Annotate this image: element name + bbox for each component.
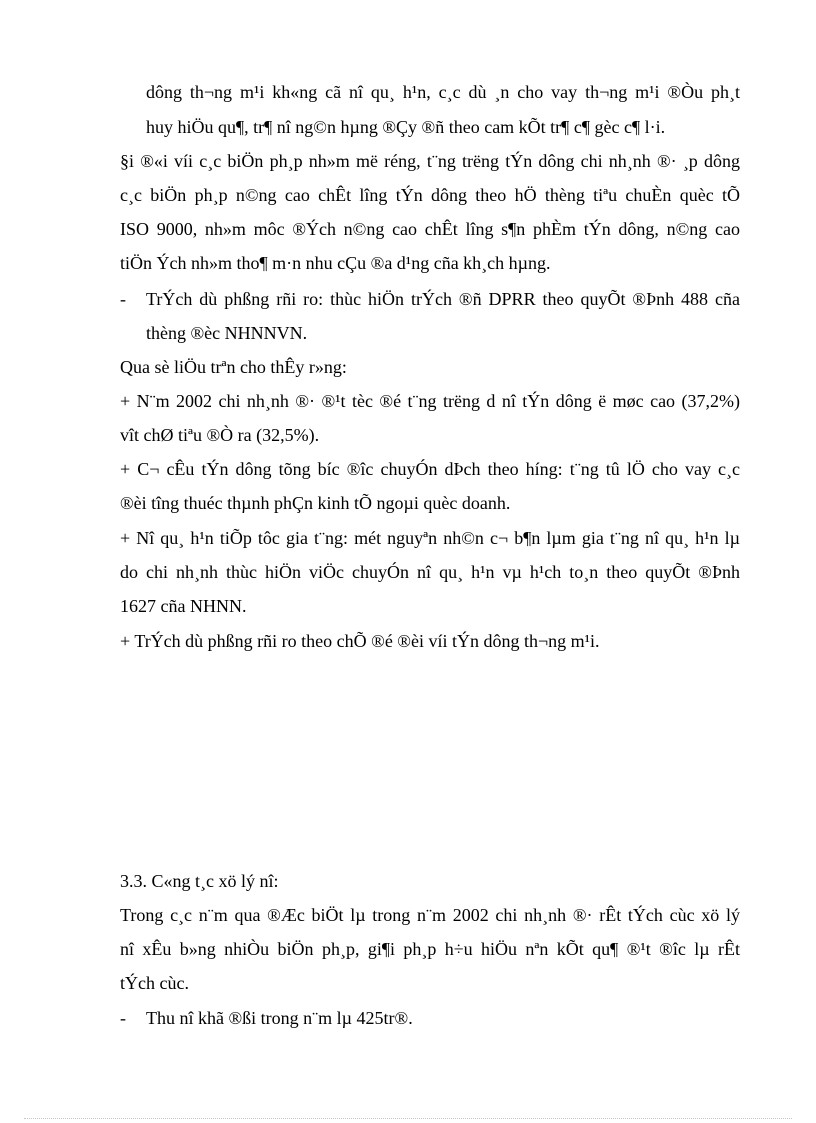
paragraph-line: c¸c biÖn ph¸p n©ng cao chÊt lîng tÝn dông theo hÖ thèng tiªu chuÈn quèc tÕ	[120, 185, 740, 205]
paragraph-line: Trong c¸c n¨m qua ®Æc biÖt lµ trong n¨m 2002 chi nh¸nh ®· rÊt tÝch cùc xö lý	[120, 905, 740, 925]
paragraph-line: tÝch cùc.	[120, 973, 189, 993]
paragraph-line: + TrÝch dù phßng rñi ro theo chÕ ®é ®èi víi tÝn dông th¬ng m¹i.	[120, 631, 600, 651]
paragraph-line: + C¬ cÊu tÝn dông tõng bíc ®îc chuyÓn dÞch theo híng: t¨ng tû lÖ cho vay c¸c	[120, 459, 740, 479]
paragraph-line: + Nî qu¸ h¹n tiÕp tôc gia t¨ng: mét nguyªn nh©n c¬ b¶n lµm gia t¨ng nî qu¸ h¹n lµ	[120, 528, 740, 548]
paragraph-line: §i ®«i víi c¸c biÖn ph¸p nh»m më réng, t¨ng trëng tÝn dông chi nh¸nh ®· ¸p dông	[120, 151, 740, 171]
page-bottom-border	[24, 1118, 792, 1119]
paragraph-line: dông th¬ng m¹i kh«ng cã nî qu¸ h¹n, c¸c dù ¸n cho vay th¬ng m¹i ®Òu ph¸t	[146, 82, 740, 102]
paragraph-line: 1627 cña NHNN.	[120, 596, 247, 616]
section-heading: 3.3. C«ng t¸c xö lý nî:	[120, 871, 279, 891]
paragraph-line: ISO 9000, nh»m môc ®Ých n©ng cao chÊt lîng s¶n phÈm tÝn dông, n©ng cao	[120, 219, 740, 239]
paragraph-line: tiÖn Ých nh»m tho¶ m·n nhu cÇu ®a d¹ng cña kh¸ch hµng.	[120, 253, 551, 273]
paragraph-line: do chi nh¸nh thùc hiÖn viÖc chuyÓn nî qu¸ h¹n vµ h¹ch to¸n theo quyÕt ®Þnh	[120, 562, 740, 582]
bullet-item-line: thèng ®èc NHNNVN.	[146, 323, 308, 343]
bullet-marker: -	[120, 289, 126, 309]
paragraph-line: ®èi tîng thuéc thµnh phÇn kinh tÕ ngoµi quèc doanh.	[120, 493, 511, 513]
bullet-item-line: Thu nî khã ®ßi trong n¨m lµ 425tr®.	[146, 1008, 413, 1028]
paragraph-line: vît chØ tiªu ®Ò ra (32,5%).	[120, 425, 320, 445]
paragraph-line: + N¨m 2002 chi nh¸nh ®· ®¹t tèc ®é t¨ng trëng d nî tÝn dông ë møc cao (37,2%)	[120, 391, 740, 411]
paragraph-line: Qua sè liÖu trªn cho thÊy r»ng:	[120, 357, 347, 377]
paragraph-line: nî xÊu b»ng nhiÒu biÖn ph¸p, gi¶i ph¸p h÷u hiÖu nªn kÕt qu¶ ®¹t ®îc lµ rÊt	[120, 939, 740, 959]
bullet-marker: -	[120, 1008, 126, 1028]
bullet-item-line: TrÝch dù phßng rñi ro: thùc hiÖn trÝch ®ñ DPRR theo quyÕt ®Þnh 488 cña	[146, 289, 740, 309]
paragraph-line: huy hiÖu qu¶, tr¶ nî ng©n hµng ®Çy ®ñ theo cam kÕt tr¶ c¶ gèc c¶ l·i.	[146, 117, 666, 137]
